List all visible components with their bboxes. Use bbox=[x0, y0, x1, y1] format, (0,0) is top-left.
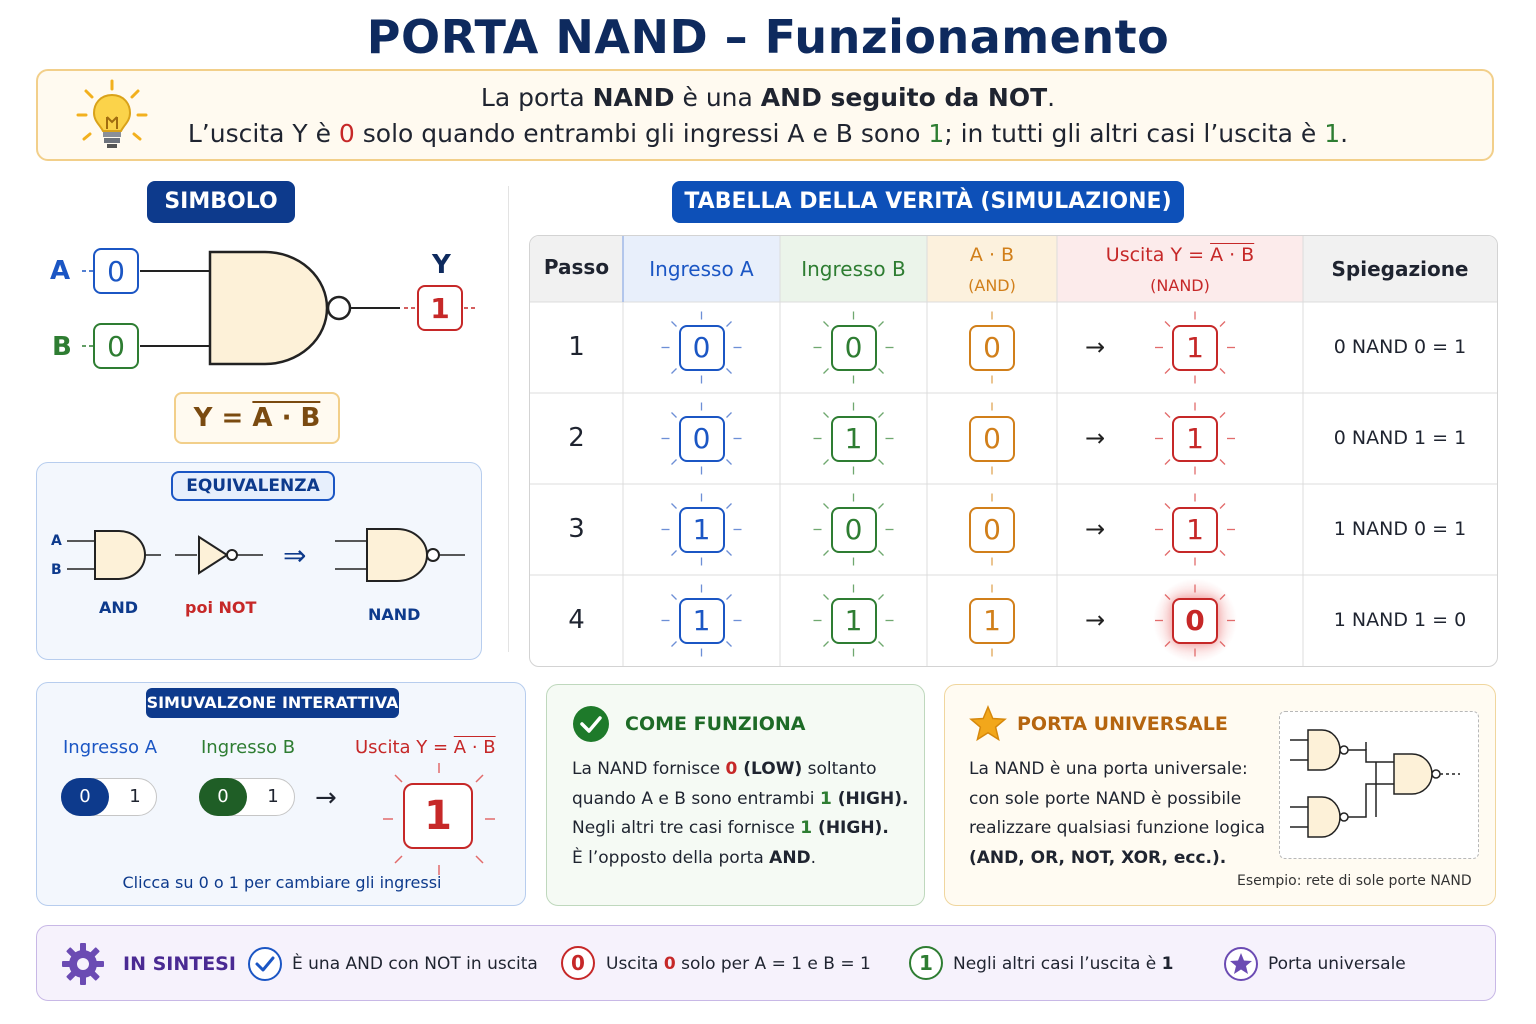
row-explanation: 0 NAND 0 = 1 bbox=[1333, 336, 1467, 358]
nand-network-diagram bbox=[1280, 712, 1480, 860]
equiv-not-label: poi NOT bbox=[185, 598, 257, 617]
one-circle-icon: 1 bbox=[909, 946, 943, 980]
row-step: 3 bbox=[568, 514, 585, 544]
intro-line-2: L’uscita Y è 0 solo quando entrambi gli ingressi A e B sono 1; in tutti gli altri casi l’uscita è 1. bbox=[187, 119, 1349, 148]
row-arrow: → bbox=[1084, 515, 1106, 543]
symbol-input-a-value[interactable]: 0 bbox=[93, 248, 139, 294]
toggle-a-option-1[interactable]: 1 bbox=[129, 786, 141, 807]
toggle-input-b[interactable] bbox=[199, 778, 295, 816]
row-input-a[interactable]: 1 bbox=[679, 598, 725, 644]
universal-text: La NAND è una porta universale: con sole porte NAND è possibile realizzare qualsiasi funzione logica (AND, OR, NOT, XOR, ecc.). bbox=[969, 759, 1265, 868]
symbol-output-y-value: 1 bbox=[417, 285, 463, 331]
row-output-value: 0 bbox=[1172, 598, 1218, 644]
page-title: PORTA NAND – Funzionamento bbox=[366, 10, 1170, 64]
row-and-value: 0 bbox=[969, 507, 1015, 553]
gear-icon bbox=[61, 942, 105, 986]
row-input-b[interactable]: 0 bbox=[831, 325, 877, 371]
toggle-b-option-1[interactable]: 1 bbox=[267, 786, 279, 807]
row-and-value: 0 bbox=[969, 325, 1015, 371]
col-header-a: Ingresso A bbox=[649, 257, 754, 281]
col-header-out-sub: (NAND) bbox=[1150, 276, 1210, 295]
check-circle-outline-icon bbox=[247, 946, 283, 982]
section-divider bbox=[508, 186, 509, 652]
truth-table bbox=[529, 235, 1498, 667]
col-header-b: Ingresso B bbox=[801, 257, 906, 281]
universal-caption: Esempio: rete di sole porte NAND bbox=[1237, 873, 1472, 889]
nand-formula: Y = A · B bbox=[174, 392, 340, 444]
equiv-nand-label: NAND bbox=[368, 605, 421, 624]
toggle-b-option-0[interactable]: 0 bbox=[199, 778, 247, 816]
how-text: La NAND fornisce 0 (LOW) soltanto quando A e B sono entrambi 1 (HIGH). Negli altri tre casi fornisce 1 (HIGH). È l’opposto della porta AND. bbox=[572, 759, 909, 868]
row-input-b[interactable]: 1 bbox=[831, 416, 877, 462]
col-header-out: Uscita Y = A · B bbox=[1105, 244, 1255, 266]
row-and-value: 1 bbox=[969, 598, 1015, 644]
equiv-and-label: AND bbox=[99, 598, 139, 617]
row-arrow: → bbox=[1084, 424, 1106, 452]
zero-circle-icon: 0 bbox=[561, 946, 595, 980]
symbol-label-b: B bbox=[52, 332, 72, 362]
summary-item-4: Porta universale bbox=[1268, 954, 1406, 974]
sim-hint: Clicca su 0 o 1 per cambiare gli ingressi bbox=[122, 873, 442, 892]
simulation-panel bbox=[36, 682, 526, 906]
row-step: 1 bbox=[568, 332, 585, 362]
summary-item-2: Uscita 0 solo per A = 1 e B = 1 bbox=[606, 954, 871, 974]
intro-banner bbox=[36, 69, 1494, 161]
equivalence-diagram bbox=[37, 523, 483, 593]
row-step: 4 bbox=[568, 605, 585, 635]
star-icon bbox=[969, 705, 1007, 743]
universal-gate-panel bbox=[944, 684, 1496, 906]
equivalence-header: EQUIVALENZA bbox=[171, 471, 335, 501]
row-output-value: 1 bbox=[1172, 416, 1218, 462]
row-arrow: → bbox=[1084, 333, 1106, 361]
how-it-works-panel bbox=[546, 684, 925, 906]
sim-label-out: Uscita Y = A · B bbox=[355, 737, 496, 758]
simulation-header: SIMUVALZONE INTERATTIVA bbox=[146, 688, 399, 718]
row-arrow: → bbox=[1084, 606, 1106, 634]
nand-network-example bbox=[1279, 711, 1479, 859]
col-header-and: A · B bbox=[969, 244, 1015, 266]
symbol-label-y: Y bbox=[432, 250, 451, 280]
sim-arrow: → bbox=[315, 783, 337, 813]
toggle-input-a[interactable] bbox=[61, 778, 157, 816]
equiv-arrow: ⇒ bbox=[283, 539, 307, 572]
row-and-value: 0 bbox=[969, 416, 1015, 462]
summary-item-1: È una AND con NOT in uscita bbox=[292, 954, 538, 974]
row-step: 2 bbox=[568, 423, 585, 453]
universal-header: PORTA UNIVERSALE bbox=[1017, 713, 1228, 735]
equiv-label-b: B bbox=[51, 562, 62, 578]
row-input-b[interactable]: 0 bbox=[831, 507, 877, 553]
equiv-label-a: A bbox=[51, 533, 62, 549]
row-explanation: 1 NAND 0 = 1 bbox=[1333, 518, 1467, 540]
toggle-a-option-0[interactable]: 0 bbox=[61, 778, 109, 816]
symbol-input-b-value[interactable]: 0 bbox=[93, 323, 139, 369]
symbol-header: SIMBOLO bbox=[147, 181, 295, 223]
symbol-label-a: A bbox=[50, 256, 71, 286]
lightbulb-icon bbox=[76, 79, 148, 155]
row-input-a[interactable]: 0 bbox=[679, 416, 725, 462]
col-header-and-sub: (AND) bbox=[968, 276, 1016, 295]
row-input-a[interactable]: 0 bbox=[679, 325, 725, 371]
check-circle-icon bbox=[572, 705, 610, 743]
truth-table-header: TABELLA DELLA VERITÀ (SIMULAZIONE) bbox=[672, 181, 1184, 223]
sim-label-a: Ingresso A bbox=[63, 737, 158, 758]
summary-bar bbox=[36, 925, 1496, 1001]
col-header-expl: Spiegazione bbox=[1331, 257, 1469, 281]
summary-item-3: Negli altri casi l’uscita è 1 bbox=[953, 954, 1174, 974]
summary-header: IN SINTESI bbox=[123, 953, 236, 975]
intro-line-1: La porta NAND è una AND seguito da NOT. bbox=[480, 83, 1056, 112]
row-explanation: 0 NAND 1 = 1 bbox=[1333, 427, 1467, 449]
row-input-b[interactable]: 1 bbox=[831, 598, 877, 644]
how-header: COME FUNZIONA bbox=[625, 713, 806, 735]
row-output-value: 1 bbox=[1172, 325, 1218, 371]
row-output-value: 1 bbox=[1172, 507, 1218, 553]
sim-label-b: Ingresso B bbox=[201, 737, 296, 758]
star-circle-icon bbox=[1223, 946, 1259, 982]
equivalence-panel bbox=[36, 462, 482, 660]
col-header-step: Passo bbox=[543, 255, 610, 279]
sim-output-value: 1 bbox=[403, 783, 473, 849]
row-explanation: 1 NAND 1 = 0 bbox=[1333, 609, 1467, 631]
row-input-a[interactable]: 1 bbox=[679, 507, 725, 553]
